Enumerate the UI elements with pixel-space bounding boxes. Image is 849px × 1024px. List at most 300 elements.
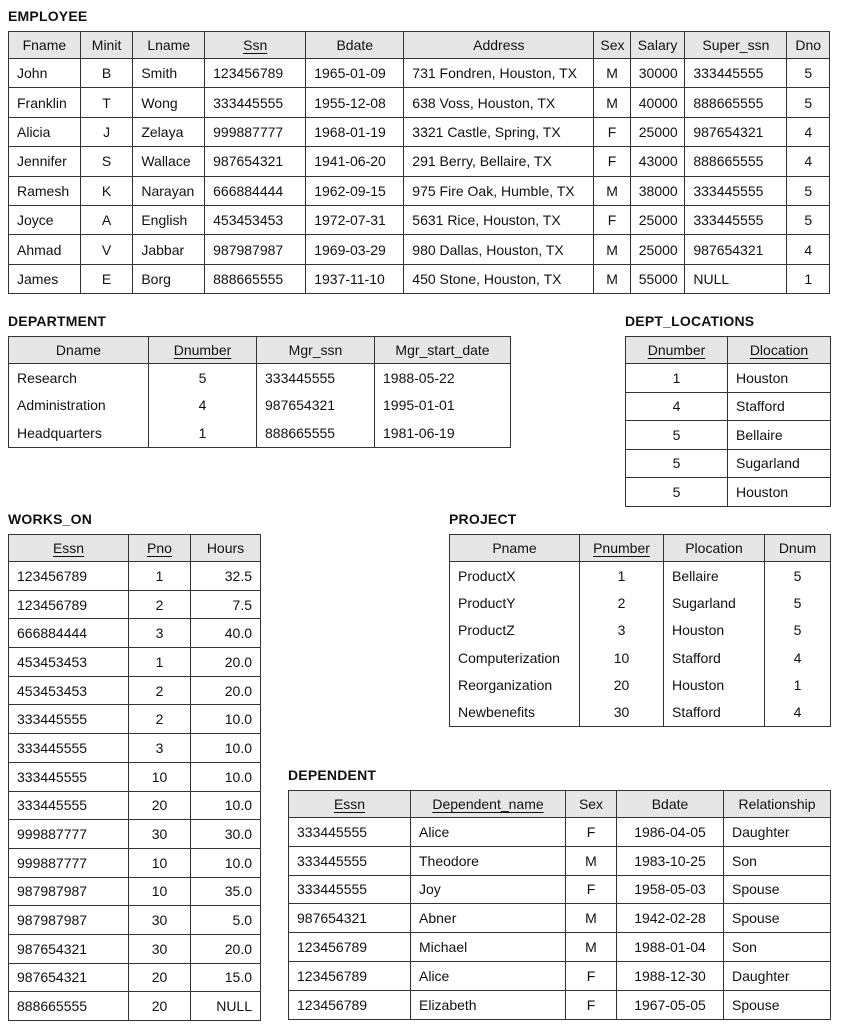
dependent-cell: Theodore xyxy=(411,846,566,875)
employee-cell: 4 xyxy=(787,147,830,176)
works-on-row xyxy=(9,877,261,906)
works-on-row xyxy=(9,590,261,619)
employee-cell: 987654321 xyxy=(685,117,787,146)
employee-cell: Narayan xyxy=(133,176,205,205)
department-col-label: Dnumber xyxy=(173,342,232,358)
employee-cell: 4 xyxy=(787,235,830,264)
employee-cell: 123456789 xyxy=(205,59,306,88)
dependent-col-label: Essn xyxy=(333,796,366,812)
works-on-col-header xyxy=(191,535,261,562)
employee-cell: 333445555 xyxy=(685,59,787,88)
employee-cell: 1955-12-08 xyxy=(306,88,404,117)
employee-cell: K xyxy=(80,176,133,205)
dependent-cell: 1988-01-04 xyxy=(617,933,724,962)
dept-locations-cell: Houston xyxy=(728,478,831,507)
works-on-cell: 40.0 xyxy=(191,619,261,648)
project-col-label: Plocation xyxy=(685,540,743,556)
dependent-cell: 333445555 xyxy=(289,818,411,847)
employee-cell: T xyxy=(80,88,133,117)
department-col-header xyxy=(9,337,149,364)
employee-cell: A xyxy=(80,205,133,234)
employee-cell: 888665555 xyxy=(685,88,787,117)
project-cell: ProductY xyxy=(450,589,580,616)
works-on-cell: 987987987 xyxy=(9,906,129,935)
dept-locations-cell: 4 xyxy=(626,392,728,421)
employee-cell: 731 Fondren, Houston, TX xyxy=(404,59,594,88)
project-col-header xyxy=(580,535,664,562)
works-on-row xyxy=(9,848,261,877)
dependent-cell: Elizabeth xyxy=(411,990,566,1019)
department-col-header xyxy=(257,337,375,364)
employee-cell: Jabbar xyxy=(133,235,205,264)
employee-cell: 999887777 xyxy=(205,117,306,146)
employee-col-header xyxy=(306,32,404,59)
dependent-cell: 123456789 xyxy=(289,961,411,990)
works-on-title: WORKS_ON xyxy=(8,511,93,527)
employee-row xyxy=(9,117,830,146)
dependent-row xyxy=(289,818,831,847)
department-row xyxy=(9,419,511,447)
project-row xyxy=(450,617,831,644)
dependent-cell: 123456789 xyxy=(289,990,411,1019)
employee-cell: F xyxy=(594,205,630,234)
works-on-cell: 999887777 xyxy=(9,820,129,849)
employee-cell: J xyxy=(80,117,133,146)
dependent-cell: F xyxy=(566,990,617,1019)
works-on-col-label: Essn xyxy=(52,540,85,556)
works-on-cell: 123456789 xyxy=(9,590,129,619)
works-on-cell: 5.0 xyxy=(191,906,261,935)
works-on-cell: 333445555 xyxy=(9,762,129,791)
project-row xyxy=(450,562,831,590)
project-header-row xyxy=(450,535,831,562)
works-on-row xyxy=(9,676,261,705)
works-on-cell: 2 xyxy=(129,705,191,734)
dependent-col-header xyxy=(617,791,724,818)
employee-cell: NULL xyxy=(685,264,787,293)
project-cell: 20 xyxy=(580,671,664,698)
dept-locations-cell: Houston xyxy=(728,364,831,393)
works-on-row xyxy=(9,648,261,677)
employee-cell: E xyxy=(80,264,133,293)
employee-col-header xyxy=(404,32,594,59)
dependent-row xyxy=(289,990,831,1019)
employee-col-header xyxy=(787,32,830,59)
dependent-cell: Abner xyxy=(411,904,566,933)
employee-cell: Wallace xyxy=(133,147,205,176)
dept-locations-row xyxy=(626,421,831,450)
employee-cell: M xyxy=(594,59,630,88)
employee-cell: 25000 xyxy=(630,205,685,234)
dept-locations-row xyxy=(626,449,831,478)
employee-cell: 5631 Rice, Houston, TX xyxy=(404,205,594,234)
dependent-cell: 987654321 xyxy=(289,904,411,933)
employee-cell: B xyxy=(80,59,133,88)
employee-row xyxy=(9,147,830,176)
works-on-cell: 333445555 xyxy=(9,791,129,820)
employee-table xyxy=(8,31,830,294)
project-cell: 30 xyxy=(580,698,664,726)
employee-cell: 43000 xyxy=(630,147,685,176)
project-title: PROJECT xyxy=(449,511,517,527)
employee-title: EMPLOYEE xyxy=(8,8,88,24)
works-on-cell: 20 xyxy=(129,992,191,1021)
project-cell: 10 xyxy=(580,644,664,671)
department-col-label: Dname xyxy=(55,342,102,358)
dependent-cell: Daughter xyxy=(724,818,831,847)
department-cell: 987654321 xyxy=(257,392,375,420)
employee-row xyxy=(9,264,830,293)
works-on-col-header xyxy=(9,535,129,562)
department-col-header xyxy=(149,337,257,364)
employee-cell: 30000 xyxy=(630,59,685,88)
dependent-row xyxy=(289,904,831,933)
department-cell: 5 xyxy=(149,364,257,392)
works-on-row xyxy=(9,619,261,648)
employee-cell: 1969-03-29 xyxy=(306,235,404,264)
dependent-col-header xyxy=(566,791,617,818)
dept-locations-col-header xyxy=(728,337,831,364)
works-on-col-header xyxy=(129,535,191,562)
dept-locations-cell: Bellaire xyxy=(728,421,831,450)
employee-cell: 450 Stone, Houston, TX xyxy=(404,264,594,293)
employee-cell: 1972-07-31 xyxy=(306,205,404,234)
works-on-header-row xyxy=(9,535,261,562)
dependent-cell: 1983-10-25 xyxy=(617,846,724,875)
employee-cell: 888665555 xyxy=(205,264,306,293)
employee-col-label: Dno xyxy=(795,37,822,53)
employee-header-row xyxy=(9,32,830,59)
employee-cell: 333445555 xyxy=(685,176,787,205)
works-on-row xyxy=(9,963,261,992)
works-on-cell: 333445555 xyxy=(9,705,129,734)
works-on-cell: 10.0 xyxy=(191,791,261,820)
employee-cell: 25000 xyxy=(630,117,685,146)
employee-cell: Jennifer xyxy=(9,147,81,176)
works-on-cell: 7.5 xyxy=(191,590,261,619)
dependent-table xyxy=(288,790,831,1020)
department-header-row xyxy=(9,337,511,364)
department-cell: 888665555 xyxy=(257,419,375,447)
employee-cell: 453453453 xyxy=(205,205,306,234)
works-on-col-label: Hours xyxy=(206,540,245,556)
project-cell: 5 xyxy=(765,617,831,644)
project-row xyxy=(450,671,831,698)
employee-cell: F xyxy=(594,147,630,176)
dept-locations-row xyxy=(626,478,831,507)
employee-col-label: Sex xyxy=(600,37,625,53)
employee-cell: 980 Dallas, Houston, TX xyxy=(404,235,594,264)
employee-col-header xyxy=(205,32,306,59)
department-cell: Research xyxy=(9,364,149,392)
employee-row xyxy=(9,88,830,117)
dependent-cell: 1958-05-03 xyxy=(617,875,724,904)
dept-locations-col-label: Dlocation xyxy=(749,342,809,358)
works-on-cell: 123456789 xyxy=(9,562,129,591)
dept-locations-cell: Sugarland xyxy=(728,449,831,478)
works-on-row xyxy=(9,934,261,963)
works-on-cell: 2 xyxy=(129,590,191,619)
employee-cell: Ramesh xyxy=(9,176,81,205)
department-row xyxy=(9,392,511,420)
dependent-cell: Son xyxy=(724,933,831,962)
employee-cell: F xyxy=(594,117,630,146)
works-on-cell: 32.5 xyxy=(191,562,261,591)
dependent-col-header xyxy=(411,791,566,818)
dependent-title: DEPENDENT xyxy=(288,767,377,783)
works-on-cell: 999887777 xyxy=(9,848,129,877)
project-col-header xyxy=(450,535,580,562)
dependent-cell: 123456789 xyxy=(289,933,411,962)
project-cell: Computerization xyxy=(450,644,580,671)
works-on-cell: 666884444 xyxy=(9,619,129,648)
dependent-cell: Spouse xyxy=(724,875,831,904)
project-row xyxy=(450,644,831,671)
dependent-row xyxy=(289,961,831,990)
works-on-row xyxy=(9,906,261,935)
employee-row xyxy=(9,59,830,88)
dept-locations-cell: 5 xyxy=(626,478,728,507)
employee-cell: 333445555 xyxy=(685,205,787,234)
works-on-cell: 30.0 xyxy=(191,820,261,849)
employee-cell: Alicia xyxy=(9,117,81,146)
dependent-col-label: Sex xyxy=(578,796,604,812)
works-on-cell: 987654321 xyxy=(9,963,129,992)
employee-cell: 1937-11-10 xyxy=(306,264,404,293)
employee-cell: Joyce xyxy=(9,205,81,234)
employee-cell: Ahmad xyxy=(9,235,81,264)
dependent-col-label: Dependent_name xyxy=(432,796,544,812)
dept-locations-cell: 5 xyxy=(626,421,728,450)
employee-cell: 1968-01-19 xyxy=(306,117,404,146)
works-on-cell: 1 xyxy=(129,562,191,591)
department-cell: Headquarters xyxy=(9,419,149,447)
dependent-row xyxy=(289,846,831,875)
employee-cell: Zelaya xyxy=(133,117,205,146)
project-cell: Bellaire xyxy=(664,562,765,590)
employee-cell: John xyxy=(9,59,81,88)
dependent-header-row xyxy=(289,791,831,818)
dependent-cell: Alice xyxy=(411,961,566,990)
works-on-cell: 10 xyxy=(129,762,191,791)
department-cell: 1 xyxy=(149,419,257,447)
works-on-col-label: Pno xyxy=(147,540,172,556)
works-on-cell: 20 xyxy=(129,791,191,820)
employee-cell: V xyxy=(80,235,133,264)
employee-col-header xyxy=(685,32,787,59)
employee-cell: 666884444 xyxy=(205,176,306,205)
works-on-cell: 987987987 xyxy=(9,877,129,906)
employee-col-header xyxy=(630,32,685,59)
dependent-row xyxy=(289,875,831,904)
employee-col-label: Salary xyxy=(637,37,678,53)
dept-locations-header-row xyxy=(626,337,831,364)
project-cell: ProductZ xyxy=(450,617,580,644)
dependent-cell: M xyxy=(566,904,617,933)
project-cell: 2 xyxy=(580,589,664,616)
dept-locations-table xyxy=(625,336,831,507)
dependent-cell: F xyxy=(566,818,617,847)
employee-col-label: Bdate xyxy=(336,37,374,53)
project-cell: 4 xyxy=(765,644,831,671)
employee-col-label: Super_ssn xyxy=(702,37,770,53)
employee-cell: Borg xyxy=(133,264,205,293)
works-on-cell: 20.0 xyxy=(191,648,261,677)
employee-cell: Wong xyxy=(133,88,205,117)
employee-cell: 291 Berry, Bellaire, TX xyxy=(404,147,594,176)
department-title: DEPARTMENT xyxy=(8,313,107,329)
works-on-cell: 2 xyxy=(129,676,191,705)
employee-cell: M xyxy=(594,235,630,264)
dependent-cell: M xyxy=(566,846,617,875)
dependent-cell: Spouse xyxy=(724,990,831,1019)
employee-row xyxy=(9,205,830,234)
works-on-row xyxy=(9,762,261,791)
employee-cell: English xyxy=(133,205,205,234)
works-on-cell: 35.0 xyxy=(191,877,261,906)
project-cell: Sugarland xyxy=(664,589,765,616)
project-cell: 1 xyxy=(765,671,831,698)
dependent-cell: Spouse xyxy=(724,904,831,933)
employee-cell: 1965-01-09 xyxy=(306,59,404,88)
department-cell: Administration xyxy=(9,392,149,420)
employee-cell: 5 xyxy=(787,176,830,205)
project-table xyxy=(449,534,831,727)
employee-cell: Franklin xyxy=(9,88,81,117)
dept-locations-row xyxy=(626,364,831,393)
employee-col-label: Lname xyxy=(147,37,191,53)
dept-locations-row xyxy=(626,392,831,421)
dept-locations-cell: 1 xyxy=(626,364,728,393)
dependent-col-header xyxy=(289,791,411,818)
works-on-row xyxy=(9,992,261,1021)
works-on-row xyxy=(9,705,261,734)
project-col-header xyxy=(765,535,831,562)
project-cell: ProductX xyxy=(450,562,580,590)
works-on-cell: 10.0 xyxy=(191,762,261,791)
employee-cell: M xyxy=(594,88,630,117)
employee-cell: 1 xyxy=(787,264,830,293)
dependent-cell: 1967-05-05 xyxy=(617,990,724,1019)
employee-cell: 5 xyxy=(787,205,830,234)
department-col-header xyxy=(375,337,511,364)
employee-row xyxy=(9,176,830,205)
employee-cell: 4 xyxy=(787,117,830,146)
dependent-cell: 1942-02-28 xyxy=(617,904,724,933)
employee-cell: 975 Fire Oak, Humble, TX xyxy=(404,176,594,205)
project-cell: Houston xyxy=(664,671,765,698)
works-on-cell: 10.0 xyxy=(191,734,261,763)
employee-cell: 888665555 xyxy=(685,147,787,176)
employee-col-header xyxy=(80,32,133,59)
works-on-cell: 20.0 xyxy=(191,934,261,963)
dependent-cell: F xyxy=(566,875,617,904)
works-on-cell: 20.0 xyxy=(191,676,261,705)
department-col-label: Mgr_ssn xyxy=(288,342,343,358)
works-on-cell: 888665555 xyxy=(9,992,129,1021)
works-on-cell: 30 xyxy=(129,820,191,849)
dependent-cell: Michael xyxy=(411,933,566,962)
employee-cell: 25000 xyxy=(630,235,685,264)
employee-cell: 987987987 xyxy=(205,235,306,264)
project-col-label: Pnumber xyxy=(593,540,650,556)
dependent-col-label: Bdate xyxy=(651,796,689,812)
project-cell: 5 xyxy=(765,589,831,616)
department-row xyxy=(9,364,511,392)
works-on-cell: 3 xyxy=(129,734,191,763)
employee-cell: 638 Voss, Houston, TX xyxy=(404,88,594,117)
project-cell: 1 xyxy=(580,562,664,590)
dependent-cell: 333445555 xyxy=(289,875,411,904)
employee-cell: S xyxy=(80,147,133,176)
works-on-row xyxy=(9,791,261,820)
project-col-header xyxy=(664,535,765,562)
works-on-cell: 10.0 xyxy=(191,705,261,734)
department-cell: 1995-01-01 xyxy=(375,392,511,420)
dependent-col-label: Relationship xyxy=(738,796,816,812)
works-on-cell: 453453453 xyxy=(9,676,129,705)
project-cell: Newbenefits xyxy=(450,698,580,726)
department-cell: 1981-06-19 xyxy=(375,419,511,447)
employee-col-label: Address xyxy=(473,37,525,53)
works-on-cell: NULL xyxy=(191,992,261,1021)
dependent-cell: 1986-04-05 xyxy=(617,818,724,847)
employee-col-header xyxy=(133,32,205,59)
dept-locations-cell: Stafford xyxy=(728,392,831,421)
dependent-row xyxy=(289,933,831,962)
employee-cell: 1962-09-15 xyxy=(306,176,404,205)
employee-col-header xyxy=(9,32,81,59)
project-cell: Houston xyxy=(664,617,765,644)
employee-cell: 987654321 xyxy=(685,235,787,264)
project-col-label: Pname xyxy=(492,540,537,556)
project-cell: Stafford xyxy=(664,698,765,726)
works-on-row xyxy=(9,734,261,763)
department-col-label: Mgr_start_date xyxy=(395,342,490,358)
employee-col-label: Minit xyxy=(91,37,122,53)
works-on-cell: 3 xyxy=(129,619,191,648)
department-cell: 333445555 xyxy=(257,364,375,392)
works-on-cell: 30 xyxy=(129,906,191,935)
dependent-cell: Daughter xyxy=(724,961,831,990)
project-cell: Stafford xyxy=(664,644,765,671)
department-table xyxy=(8,336,511,448)
project-row xyxy=(450,589,831,616)
employee-cell: James xyxy=(9,264,81,293)
employee-col-header xyxy=(594,32,630,59)
dependent-cell: 1988-12-30 xyxy=(617,961,724,990)
dependent-cell: Joy xyxy=(411,875,566,904)
project-row xyxy=(450,698,831,726)
employee-cell: 55000 xyxy=(630,264,685,293)
works-on-cell: 15.0 xyxy=(191,963,261,992)
dept-locations-title: DEPT_LOCATIONS xyxy=(625,313,755,329)
employee-col-label: Fname xyxy=(22,37,67,53)
works-on-cell: 30 xyxy=(129,934,191,963)
project-cell: 3 xyxy=(580,617,664,644)
department-cell: 4 xyxy=(149,392,257,420)
employee-cell: 5 xyxy=(787,59,830,88)
project-cell: 5 xyxy=(765,562,831,590)
dependent-cell: F xyxy=(566,961,617,990)
dependent-cell: Alice xyxy=(411,818,566,847)
works-on-row xyxy=(9,820,261,849)
project-col-label: Dnum xyxy=(778,540,817,556)
project-cell: Reorganization xyxy=(450,671,580,698)
employee-cell: 38000 xyxy=(630,176,685,205)
project-cell: 4 xyxy=(765,698,831,726)
dependent-cell: 333445555 xyxy=(289,846,411,875)
